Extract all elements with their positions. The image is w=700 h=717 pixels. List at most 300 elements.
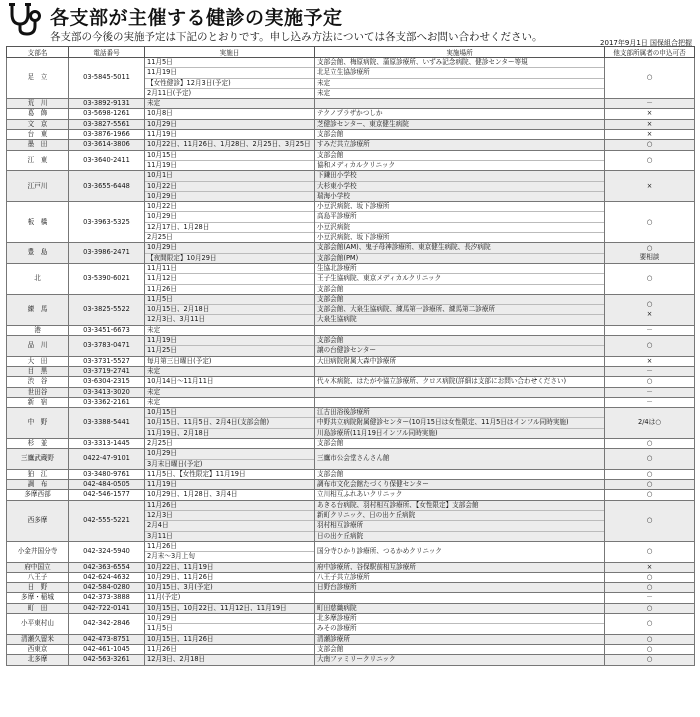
phone-cell-text: 03-5845-5011 [83, 73, 130, 82]
availability-mark: ○ [646, 634, 653, 643]
places-cell [315, 356, 605, 366]
dates-cell [145, 655, 315, 665]
phone-cell-text: 03-3876-1966 [83, 130, 130, 139]
places-cell-line: 王子生協病院、東京メディカルクリニック [315, 273, 604, 283]
phone-cell [69, 140, 145, 150]
branch-name-cell [7, 500, 69, 541]
table-row [7, 202, 695, 243]
availability-mark: － [646, 387, 653, 396]
table-row [7, 634, 695, 644]
dates-cell-line: 10月29日 [147, 614, 177, 623]
dates-cell-line: 10月22日、11月26日、1月28日、2月25日、3月25日 [147, 140, 311, 149]
branch-name-cell [7, 572, 69, 582]
places-cell-line: 大田病院附属大森中診療所 [317, 356, 397, 365]
availability-cell [605, 243, 695, 264]
phone-cell-text: 03-3655-6448 [83, 181, 130, 190]
places-cell [315, 150, 605, 171]
places-cell-line [315, 326, 604, 335]
places-cell-line: 支部会館 [317, 469, 344, 478]
phone-cell [69, 572, 145, 582]
table-row [7, 397, 695, 407]
availability-mark: 2/4は○ [638, 418, 661, 427]
dates-cell [145, 490, 315, 500]
places-cell [315, 603, 605, 613]
dates-cell-line: 11月26日 [147, 500, 177, 509]
phone-cell-text: 03-3614-3806 [83, 140, 130, 149]
branch-name-cell [7, 202, 69, 243]
availability-cell [605, 449, 695, 470]
availability-cell [605, 469, 695, 479]
page-subtitle: 各支部の今後の実施予定は下記のとおりです。申し込み方法については各支部へお問い合わせください。 [50, 31, 543, 43]
dates-cell-line: 11月26日 [147, 644, 177, 653]
phone-cell [69, 541, 145, 562]
availability-cell [605, 438, 695, 448]
places-cell [315, 119, 605, 129]
places-cell [315, 99, 605, 109]
places-cell [315, 397, 605, 407]
places-cell-line: 芝健診センター、東京健生病院 [317, 119, 409, 128]
phone-cell-text: 03-5390-6021 [83, 274, 130, 283]
availability-cell [605, 336, 695, 357]
availability-mark: ○ [646, 469, 653, 478]
places-cell [315, 377, 605, 387]
table-row [7, 490, 695, 500]
availability-mark: － [646, 325, 653, 334]
dates-cell [145, 109, 315, 119]
places-cell-line: 支部会館 [315, 284, 604, 294]
branch-name-cell-text: 渋 谷 [27, 377, 48, 386]
branch-name-cell-text: 北多摩 [27, 655, 48, 664]
phone-cell-text: 042-461-1045 [83, 644, 130, 653]
availability-mark: ○ [646, 243, 653, 252]
availability-mark: ○ [646, 300, 653, 309]
table-row [7, 171, 695, 202]
places-cell [315, 593, 605, 603]
dates-cell-line: 11月19日 [147, 480, 177, 489]
places-cell [315, 438, 605, 448]
places-cell-line: あきる台病院、羽村相互診療所、【女性限定】支部会館 [317, 500, 479, 509]
branch-name-cell [7, 243, 69, 264]
availability-mark-secondary: × [646, 309, 653, 318]
availability-mark: ○ [646, 341, 653, 350]
places-cell [315, 644, 605, 654]
dates-cell [145, 572, 315, 582]
places-cell-line: 下鎌田小学校 [317, 171, 357, 180]
availability-mark: ○ [646, 583, 653, 592]
phone-cell-text: 03-3480-9761 [83, 469, 130, 478]
places-cell-line: 町田慈織病院 [317, 603, 357, 612]
dates-cell-line: 11月26日 [147, 541, 177, 550]
places-cell-line: 瑞海小学校 [315, 191, 604, 201]
places-cell-line: 国分寺ひかり診療所、つるかめクリニック [317, 547, 442, 556]
branch-name-cell [7, 541, 69, 562]
dates-cell-line: 11月5日 [145, 623, 314, 633]
branch-name-cell-text: 調 布 [27, 480, 48, 489]
branch-name-cell [7, 387, 69, 397]
availability-cell [605, 603, 695, 613]
branch-name-cell [7, 603, 69, 613]
phone-cell-text: 03-3451-6673 [83, 325, 130, 334]
dates-cell-line: 未定 [147, 366, 161, 375]
places-cell-line: 生協北診療所 [317, 263, 357, 272]
table-row [7, 356, 695, 366]
places-cell-line [315, 367, 604, 376]
phone-cell-text: 03-3313-1445 [83, 438, 130, 447]
availability-cell [605, 109, 695, 119]
dates-cell [145, 150, 315, 171]
table-row [7, 325, 695, 335]
dates-cell [145, 171, 315, 202]
places-cell-line: 譲の台健診センター [315, 345, 604, 355]
places-cell [315, 130, 605, 140]
dates-cell [145, 356, 315, 366]
availability-mark: ○ [646, 655, 653, 664]
dates-cell-line: 10月8日 [147, 109, 173, 118]
availability-cell [605, 294, 695, 325]
dates-cell-line: 11月5日、【女性限定】11月19日 [147, 469, 246, 478]
phone-cell [69, 356, 145, 366]
availability-mark: ○ [646, 480, 653, 489]
phone-cell-text: 042-484-0505 [83, 480, 130, 489]
phone-cell-text: 042-324-5940 [83, 547, 130, 556]
dates-cell [145, 480, 315, 490]
phone-cell [69, 99, 145, 109]
availability-cell [605, 119, 695, 129]
branch-name-cell-text: 北 [34, 274, 41, 283]
availability-mark: × [646, 356, 653, 365]
dates-cell [145, 500, 315, 541]
dates-cell [145, 325, 315, 335]
table-body [7, 58, 695, 666]
places-cell-line: みその診療所 [315, 623, 604, 633]
dates-cell [145, 644, 315, 654]
phone-cell-text: 03-3413-3020 [83, 387, 130, 396]
phone-cell [69, 171, 145, 202]
places-cell-line: 八王子共立診療所 [317, 572, 370, 581]
branch-name-cell [7, 109, 69, 119]
availability-mark: × [646, 130, 653, 139]
dates-cell-line: 10月15日 [147, 408, 177, 417]
availability-mark: ○ [646, 547, 653, 556]
dates-cell [145, 202, 315, 243]
availability-cell [605, 387, 695, 397]
phone-cell-text: 03-3825-5522 [83, 305, 130, 314]
dates-cell-line: 未定 [147, 397, 161, 406]
dates-cell [145, 119, 315, 129]
dates-cell-line: 2月4日 [145, 520, 314, 530]
dates-cell-line: 毎月第三日曜日(予定) [147, 356, 212, 365]
branch-name-cell [7, 614, 69, 635]
table-row [7, 438, 695, 448]
dates-cell-line: 10月15日、2月18日 [145, 304, 314, 314]
dates-cell-line: 10月29日 [147, 119, 177, 128]
branch-name-cell [7, 294, 69, 325]
availability-mark: × [646, 109, 653, 118]
dates-cell [145, 366, 315, 376]
availability-cell [605, 655, 695, 665]
branch-name-cell [7, 490, 69, 500]
phone-cell-text: 042-584-0280 [83, 583, 130, 592]
places-cell-line: 三鷹市公会堂さんさん館 [317, 454, 390, 463]
dates-cell [145, 449, 315, 470]
dates-cell-line: 未定 [147, 99, 161, 108]
table-row [7, 130, 695, 140]
dates-cell-line: 12月3日、2月18日 [147, 655, 206, 664]
phone-cell [69, 119, 145, 129]
phone-cell-text: 03-3963-5325 [83, 217, 130, 226]
branch-name-cell [7, 655, 69, 665]
branch-name-cell [7, 408, 69, 439]
phone-cell [69, 243, 145, 264]
availability-cell [605, 408, 695, 439]
phone-cell-text: 042-473-8751 [83, 634, 130, 643]
branch-name-cell [7, 449, 69, 470]
table-row [7, 541, 695, 562]
column-header-availability: 他支部所属者の申込可否 [605, 47, 695, 58]
availability-cell [605, 325, 695, 335]
dates-cell-line: 10月29日、1月28日、3月4日 [147, 490, 238, 499]
places-cell-line: 支部会館 [317, 438, 344, 447]
column-header-dates: 実施日 [145, 47, 315, 58]
places-cell [315, 140, 605, 150]
phone-cell-text: 042-722-0141 [83, 603, 130, 612]
places-cell-line: 支部会館 [317, 130, 344, 139]
dates-cell [145, 614, 315, 635]
table-row [7, 294, 695, 325]
phone-cell [69, 202, 145, 243]
dates-cell [145, 438, 315, 448]
availability-cell [605, 377, 695, 387]
places-cell-line [315, 593, 604, 602]
branch-name-cell-text: 小平東村山 [21, 619, 54, 628]
availability-cell [605, 480, 695, 490]
phone-cell [69, 614, 145, 635]
places-cell [315, 202, 605, 243]
dates-cell-line: 11月26日 [145, 284, 314, 294]
places-cell-line: 支部会館(PM) [315, 253, 604, 263]
phone-cell [69, 366, 145, 376]
dates-cell-line: 11月19日 [145, 160, 314, 170]
dates-cell-line: 10月22日 [147, 202, 177, 211]
dates-cell-line: 10月29日 [147, 243, 177, 252]
dates-cell [145, 593, 315, 603]
dates-cell-line: 12月3日、3月11日 [145, 314, 314, 324]
places-cell-line: 大泉生協病院 [315, 314, 604, 324]
branch-name-cell-text: 大 田 [27, 356, 48, 365]
branch-name-cell [7, 140, 69, 150]
availability-mark: ○ [646, 155, 653, 164]
dates-cell-line: 11月5日 [147, 58, 173, 66]
branch-name-cell-text: 多摩西部 [24, 490, 51, 499]
availability-mark: × [646, 562, 653, 571]
dates-cell-line: 11月19日 [145, 67, 314, 77]
places-cell-line: 小豆沢病院、坂下診療所 [317, 202, 390, 211]
branch-name-cell [7, 171, 69, 202]
dates-cell-line: 11月19日 [147, 336, 177, 345]
places-cell [315, 500, 605, 541]
availability-cell [605, 140, 695, 150]
dates-cell [145, 140, 315, 150]
availability-cell [605, 541, 695, 562]
table-row [7, 336, 695, 357]
availability-mark-secondary: 要相談 [639, 253, 660, 262]
branch-name-cell [7, 469, 69, 479]
branch-name-cell [7, 438, 69, 448]
places-cell [315, 366, 605, 376]
places-cell [315, 614, 605, 635]
places-cell [315, 243, 605, 264]
availability-cell [605, 583, 695, 593]
places-cell-line: 支部会館 [317, 294, 344, 303]
branch-name-cell [7, 336, 69, 357]
table-row [7, 655, 695, 665]
branch-name-cell-text: 府中国立 [24, 562, 51, 571]
branch-name-cell-text: 豊 島 [27, 248, 48, 257]
dates-cell-line: 11月19日、2月18日 [145, 428, 314, 438]
dates-cell-line: 2月25日 [145, 232, 314, 242]
branch-name-cell-text: 目 黒 [27, 366, 48, 375]
phone-cell-text: 03-3986-2471 [83, 248, 130, 257]
dates-cell-line: 2月末～3月上旬 [145, 551, 314, 561]
table-row [7, 593, 695, 603]
phone-cell [69, 387, 145, 397]
branch-name-cell [7, 263, 69, 294]
stethoscope-icon [6, 2, 46, 36]
places-cell-line: 小豆沢病院、坂下診療所 [315, 232, 604, 242]
availability-mark: ○ [646, 438, 653, 447]
availability-cell [605, 58, 695, 99]
branch-name-cell [7, 99, 69, 109]
branch-name-cell [7, 377, 69, 387]
phone-cell-text: 03-3388-5441 [83, 418, 130, 427]
availability-mark: － [646, 99, 653, 108]
places-cell-line: 支部会館 [317, 150, 344, 159]
phone-cell-text: 042-624-4632 [83, 572, 130, 581]
places-cell [315, 58, 605, 99]
dates-cell-line: 11月11日 [147, 263, 177, 272]
places-cell [315, 294, 605, 325]
dates-cell [145, 263, 315, 294]
column-header-branch: 支部名 [7, 47, 69, 58]
places-cell [315, 480, 605, 490]
availability-cell [605, 644, 695, 654]
places-cell-line: 未定 [315, 88, 604, 98]
phone-cell-text: 03-3827-5561 [83, 119, 130, 128]
branch-name-cell-text: 江戸川 [27, 181, 48, 190]
places-cell-line: 大南ファミリークリニック [317, 655, 396, 664]
availability-mark: × [646, 119, 653, 128]
branch-name-cell [7, 58, 69, 99]
date-line: 2017年9月1日 国保組合把握 [600, 39, 692, 47]
places-cell-line: 日野台診療所 [317, 583, 357, 592]
availability-mark: ○ [646, 603, 653, 612]
phone-cell-text: 042-373-3888 [83, 593, 130, 602]
phone-cell [69, 438, 145, 448]
dates-cell [145, 243, 315, 264]
phone-cell-text: 042-546-1577 [83, 490, 130, 499]
branch-name-cell [7, 366, 69, 376]
places-cell-line: 小豆沢病院 [315, 222, 604, 232]
branch-name-cell-text: 板 橋 [27, 217, 48, 226]
dates-cell [145, 397, 315, 407]
places-cell-line: 北多摩診療所 [317, 614, 357, 623]
phone-cell [69, 263, 145, 294]
table-row [7, 480, 695, 490]
branch-name-cell [7, 480, 69, 490]
branch-name-cell-text: 多摩・稲城 [21, 593, 54, 602]
availability-cell [605, 490, 695, 500]
availability-mark: － [646, 593, 653, 602]
branch-name-cell-text: 足 立 [27, 73, 48, 82]
phone-cell [69, 603, 145, 613]
places-cell [315, 263, 605, 294]
places-cell [315, 109, 605, 119]
dates-cell-line: 11月5日 [147, 294, 173, 303]
availability-mark: ○ [646, 140, 653, 149]
phone-cell [69, 583, 145, 593]
places-cell-line: 支部会館 [317, 644, 344, 653]
places-cell-line: 未定 [315, 78, 604, 88]
table-row [7, 387, 695, 397]
dates-cell-line: 10月29日 [145, 191, 314, 201]
availability-cell [605, 171, 695, 202]
dates-cell-line: 12月3日 [145, 510, 314, 520]
phone-cell [69, 150, 145, 171]
places-cell-line: 日の出ケ丘病院 [315, 531, 604, 541]
places-cell-line: 立川相互ふれあいクリニック [317, 490, 403, 499]
branch-name-cell-text: 葛 飾 [27, 109, 48, 118]
dates-cell-line: 11月25日 [145, 345, 314, 355]
availability-mark: ○ [646, 217, 653, 226]
places-cell-line: 大杉東小学校 [315, 181, 604, 191]
availability-mark: ○ [646, 572, 653, 581]
availability-mark: ○ [646, 454, 653, 463]
places-cell-line: 川島診療所(11月19日インフル同時実施) [315, 428, 604, 438]
branch-name-cell-text: 杉 並 [27, 438, 48, 447]
availability-cell [605, 99, 695, 109]
dates-cell [145, 408, 315, 439]
availability-cell [605, 593, 695, 603]
table-row [7, 109, 695, 119]
branch-name-cell-text: 日 野 [27, 583, 48, 592]
table-row [7, 469, 695, 479]
phone-cell [69, 294, 145, 325]
dates-cell [145, 58, 315, 99]
branch-name-cell-text: 荒 川 [27, 99, 48, 108]
branch-name-cell-text: 清瀬久留米 [21, 634, 54, 643]
dates-cell-line: 10月29日 [147, 449, 177, 458]
places-cell-line [315, 398, 604, 407]
phone-cell-text: 03-5698-1261 [83, 109, 130, 118]
phone-cell [69, 490, 145, 500]
dates-cell [145, 387, 315, 397]
branch-name-cell-text: 世田谷 [27, 387, 48, 396]
table-row [7, 366, 695, 376]
places-cell [315, 655, 605, 665]
dates-cell-line: 10月15日、3月(予定) [147, 583, 213, 592]
dates-cell [145, 541, 315, 562]
table-row [7, 377, 695, 387]
places-cell [315, 387, 605, 397]
schedule-table [6, 46, 695, 666]
table-row [7, 572, 695, 582]
dates-cell [145, 583, 315, 593]
dates-cell [145, 336, 315, 357]
dates-cell-line: 3月11日 [145, 531, 314, 541]
places-cell-line: すみだ共立診療所 [317, 140, 370, 149]
phone-cell [69, 480, 145, 490]
dates-cell-line: 11月12日 [145, 273, 314, 283]
